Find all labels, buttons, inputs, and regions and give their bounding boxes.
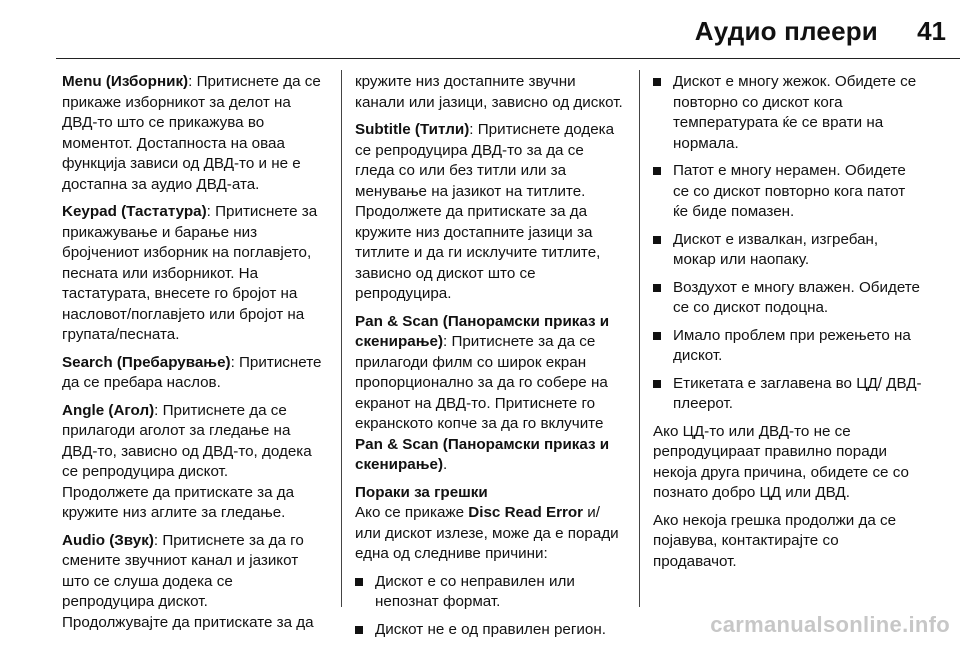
list-item: Дискот не е од правилен регион. [355,620,627,641]
list-item: Етикетата е заглавена во ЦД/ ДВД-плеерот. [653,374,923,415]
subtitle-term: Subtitle (Титли) [355,121,470,138]
search-text: : Притиснете да се пребара наслов. [62,353,322,391]
header-rule [56,58,960,59]
menu-text: : Притиснете да се прикаже изборникот за делот на ДВД-то што се прикажува во моментот. Достапноста на оваа функција зависи од ДВД-то и не е достапна за аудио ДВД-ата. [62,73,321,193]
bullet-square-icon [653,78,661,86]
column-2 [355,72,627,647]
errors-heading: Пораки за грешки [355,483,488,501]
bullet-square-icon [653,236,661,244]
column-1 [62,72,328,640]
list-item: Воздухот е многу влажен. Обидете се со дискот подоцна. [653,278,923,319]
watermark: carmanualsonline.info [710,612,950,637]
pan-scan-text: : Притиснете за да се прилагоди филм со широк екран пропорционално за да го собере на екранот на ДВД-то. Притиснете го екранското копче за да го вклучите [355,333,608,432]
bullet-square-icon [355,626,363,634]
search-term: Search (Пребарување) [62,353,231,371]
list-item: Имало проблем при режењето на дискот. [653,326,923,367]
list-item: Патот е многу нерамен. Обидете се со дискот повторно кога патот ќе биде помазен. [653,161,923,223]
column-divider-1 [341,70,342,607]
keypad-text: : Притиснете за прикажување и барање низ бројчениот изборник на поглавјето, песната или изборникот. На тастатурата, внесете го бројот на насловот/поглавјето или бројот на групата/песната. [62,203,318,343]
audio-continued: кружите низ достапните звучни канали или јазици, зависно од дискот. [355,73,623,111]
audio-text: : Притиснете за да го смените звучниот канал и јазикот што се слуша додека се репродуцира дискот. [62,531,304,610]
subtitle-text: : Притиснете додека се репродуцира ДВД-то за да се гледа со или без титли или за менување на јазикот на титлите. Продолжете да притискате за да кружите низ достапните јазици за титлите и да ги исклучите титлите, зависно од дискот што се репродуцира. [355,121,615,302]
bullet-square-icon [653,284,661,292]
list-item: Дискот е извалкан, изгребан, мокар или наопаку. [653,230,923,271]
errors-paragraph [355,483,627,565]
angle-text: : Притиснете да се прилагоди аголот за гледање на ДВД-то, зависно од ДВД-то, додека се репродуцира дискот. [62,401,312,480]
error-causes-list [355,572,627,641]
angle-paragraph [62,401,328,483]
list-item: Дискот е со неправилен или непознат формат. [355,572,627,613]
bullet-square-icon [355,578,363,586]
list-item: Дискот е многу жежок. Обидете се повторно со дискот кога температурата ќе се врати на нормала. [653,72,923,154]
page-title: Аудио плеери [694,16,878,46]
bullet-square-icon [653,380,661,388]
errors-post: и/ или дискот излезе, може да е поради една од следниве причини: [355,504,619,562]
pan-scan-term: Pan & Scan (Панорамски приказ и скенирање) [355,312,610,350]
menu-term: Menu (Изборник) [62,73,189,90]
angle-paragraph-2: Продолжете да притискате за да кружите низ аглите за гледање. [62,483,295,521]
contact-dealer-paragraph: Ако некоја грешка продолжи да се појавува, контактирајте со продавачот. [653,511,897,570]
keypad-term: Keypad (Тастатура) [62,203,207,220]
keypad-paragraph [62,202,328,346]
bullet-square-icon [653,167,661,175]
page-number: 41 [917,16,946,46]
menu-paragraph [62,72,328,195]
disc-read-error-term: Disc Read Error [468,504,584,521]
column-divider-2 [639,70,640,607]
audio-term: Audio (Звук) [62,531,154,549]
audio-paragraph-2: Продолжувајте да притискате за да [62,613,314,631]
page-header [0,14,960,54]
subtitle-paragraph [355,120,627,305]
bullet-square-icon [653,332,661,340]
pan-scan-paragraph [355,312,627,476]
error-causes-list-continued [653,72,923,415]
audio-paragraph [62,531,328,613]
other-reason-paragraph: Ако ЦД-то или ДВД-то не се репродуцираат правилно поради некоја друга причина, обидете се со познато добро ЦД или ДВД. [653,422,909,501]
search-paragraph [62,353,328,394]
angle-term: Angle (Агол) [62,401,155,419]
pan-scan-term-2: Pan & Scan (Панорамски приказ и скенирање) [355,435,610,473]
errors-pre: Ако се прикаже [355,504,469,521]
pan-scan-end: . [443,456,448,473]
column-3 [653,72,923,579]
